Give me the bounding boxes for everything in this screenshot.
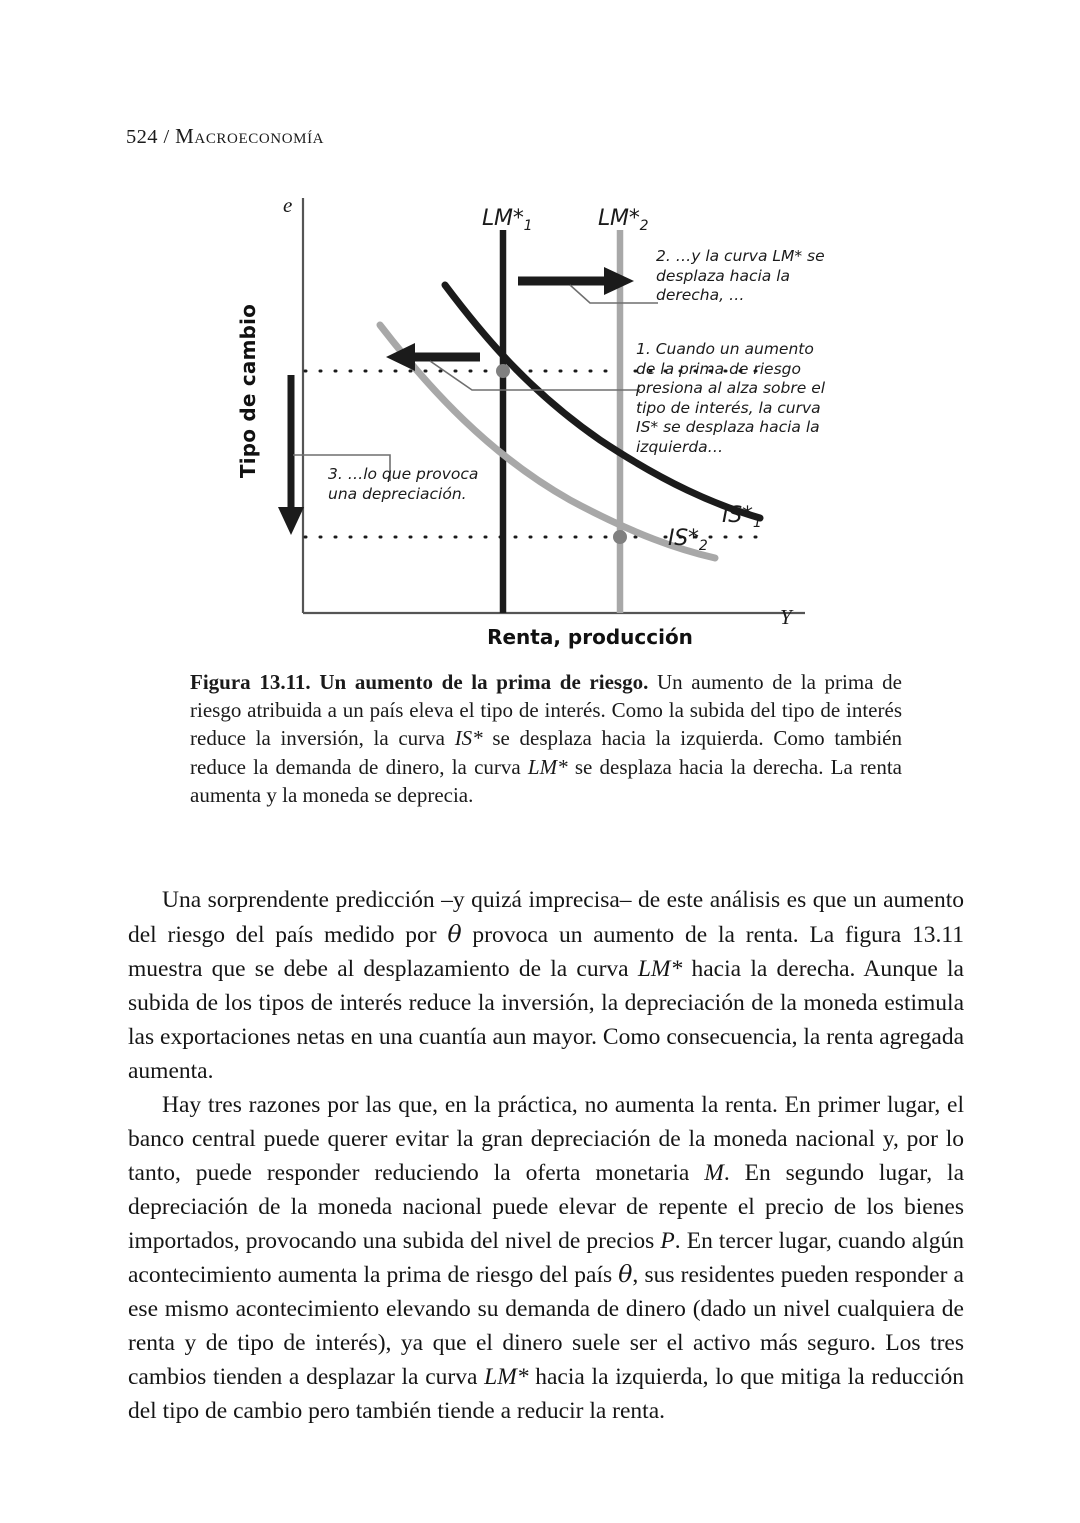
p1-italic-lm: LM* (637, 955, 683, 982)
p2-symbol-theta: θ (618, 1260, 633, 1289)
caption-italic-lm: LM* (527, 754, 568, 779)
caption-text-1: Un aumento de la prima de riesgo atribuida a un país eleva el tipo de interés. Como la subida del tipo de interés reduce la inversión, la curva (190, 670, 903, 751)
caption-figure-number: Figura 13.11. (190, 670, 311, 694)
curve-label-lm2-sub: 2 (639, 217, 649, 234)
curve-label-is1-base: IS* (722, 503, 753, 528)
figure-caption (190, 668, 902, 809)
figure-canvas (236, 185, 826, 649)
book-title: Macroeconomía (175, 124, 325, 148)
p1-symbol-theta: θ (447, 919, 462, 948)
page-number: 524 (126, 126, 158, 148)
p2-italic-lm: LM* (484, 1364, 529, 1391)
caption-figure-title: Un aumento de la prima de riesgo. (319, 670, 649, 694)
curve-label-is2-base: IS* (668, 526, 699, 551)
caption-italic-is: IS* (454, 726, 483, 751)
equilibrium-dot-1 (496, 364, 510, 378)
curve-label-is1 (722, 503, 762, 531)
caption-text-2: se desplaza hacia la izquierda. Como también reduce la demanda de dinero, la curva (190, 726, 902, 779)
p1-part-1: Una sorprendente predicción –y quizá imprecisa– de este análisis es que un aumento del riesgo del país medido por (128, 887, 964, 948)
x-axis-variable: Y (780, 605, 792, 629)
curve-label-is2 (668, 526, 708, 554)
curve-label-lm1-base: LM* (482, 206, 524, 231)
paragraph-2 (128, 1089, 964, 1430)
equilibrium-dot-2 (613, 530, 627, 544)
curve-label-is1-sub: 1 (752, 514, 762, 531)
curve-label-lm2-base: LM* (598, 206, 640, 231)
curve-label-is2-sub: 2 (698, 537, 708, 554)
p1-part-2: provoca un aumento de la renta. La figura 13.11 muestra que se debe al desplazamiento de la curva (128, 921, 964, 982)
figure-13-11 (0, 0, 1080, 680)
curve-label-lm1 (482, 206, 533, 234)
p2-part-5: hacia la izquierda, lo que mitiga la reducción del tipo de cambio pero también tiende a reducir la renta. (128, 1364, 964, 1425)
curve-label-lm1-sub: 1 (523, 217, 533, 234)
p2-italic-p: P (660, 1227, 675, 1254)
caption-text-3: se desplaza hacia la derecha. La renta aumenta y la moneda se deprecia. (190, 754, 902, 807)
p1-part-3: hacia la derecha. Aunque la subida de los tipos de interés reduce la inversión, la depreciación de la moneda estimula las exportaciones netas en una cuantía aun mayor. Como consecuencia, la renta agregada aumenta. (128, 955, 964, 1084)
p2-part-4: , sus residentes pueden responder a ese mismo acontecimiento elevando su demanda de dinero (dado un nivel cualquiera de renta y de tipo de interés), ya que el dinero suele ser el activo más seguro. Los tres cambios tienden a desplazar la curva (128, 1262, 964, 1391)
running-head-separator: / (163, 126, 170, 148)
y-axis-title: Tipo de cambio (236, 303, 260, 479)
paragraph-1 (128, 884, 964, 1089)
annotation-note-1: 1. Cuando un aumento de la prima de riesgo presiona al alza sobre el tipo de interés, la curva IS* se desplaza hacia la izquierda… (636, 340, 826, 456)
p2-part-3: . En tercer lugar, cuando algún acontecimiento aumenta la prima de riesgo del país (128, 1227, 964, 1289)
annotation-note-3: 3. …lo que provoca una depreciación. (328, 465, 479, 503)
y-axis-variable: e (283, 193, 293, 217)
body-text (128, 884, 964, 1429)
curve-label-lm2 (598, 206, 649, 234)
p2-italic-m: M (704, 1159, 724, 1186)
annotation-note-2: 2. …y la curva LM* se desplaza hacia la derecha, … (656, 247, 825, 305)
p2-part-1: Hay tres razones por las que, en la práctica, no aumenta la renta. En primer lugar, el banco central puede querer evitar la gran depreciación de la moneda nacional y, por lo tanto, puede responder reduciendo la oferta monetaria (128, 1091, 964, 1186)
p2-part-2: . En segundo lugar, la depreciación de la moneda nacional puede elevar de repente el precio de los bienes importados, provocando una subida del nivel de precios (128, 1159, 965, 1254)
x-axis-title: Renta, producción (487, 625, 693, 649)
